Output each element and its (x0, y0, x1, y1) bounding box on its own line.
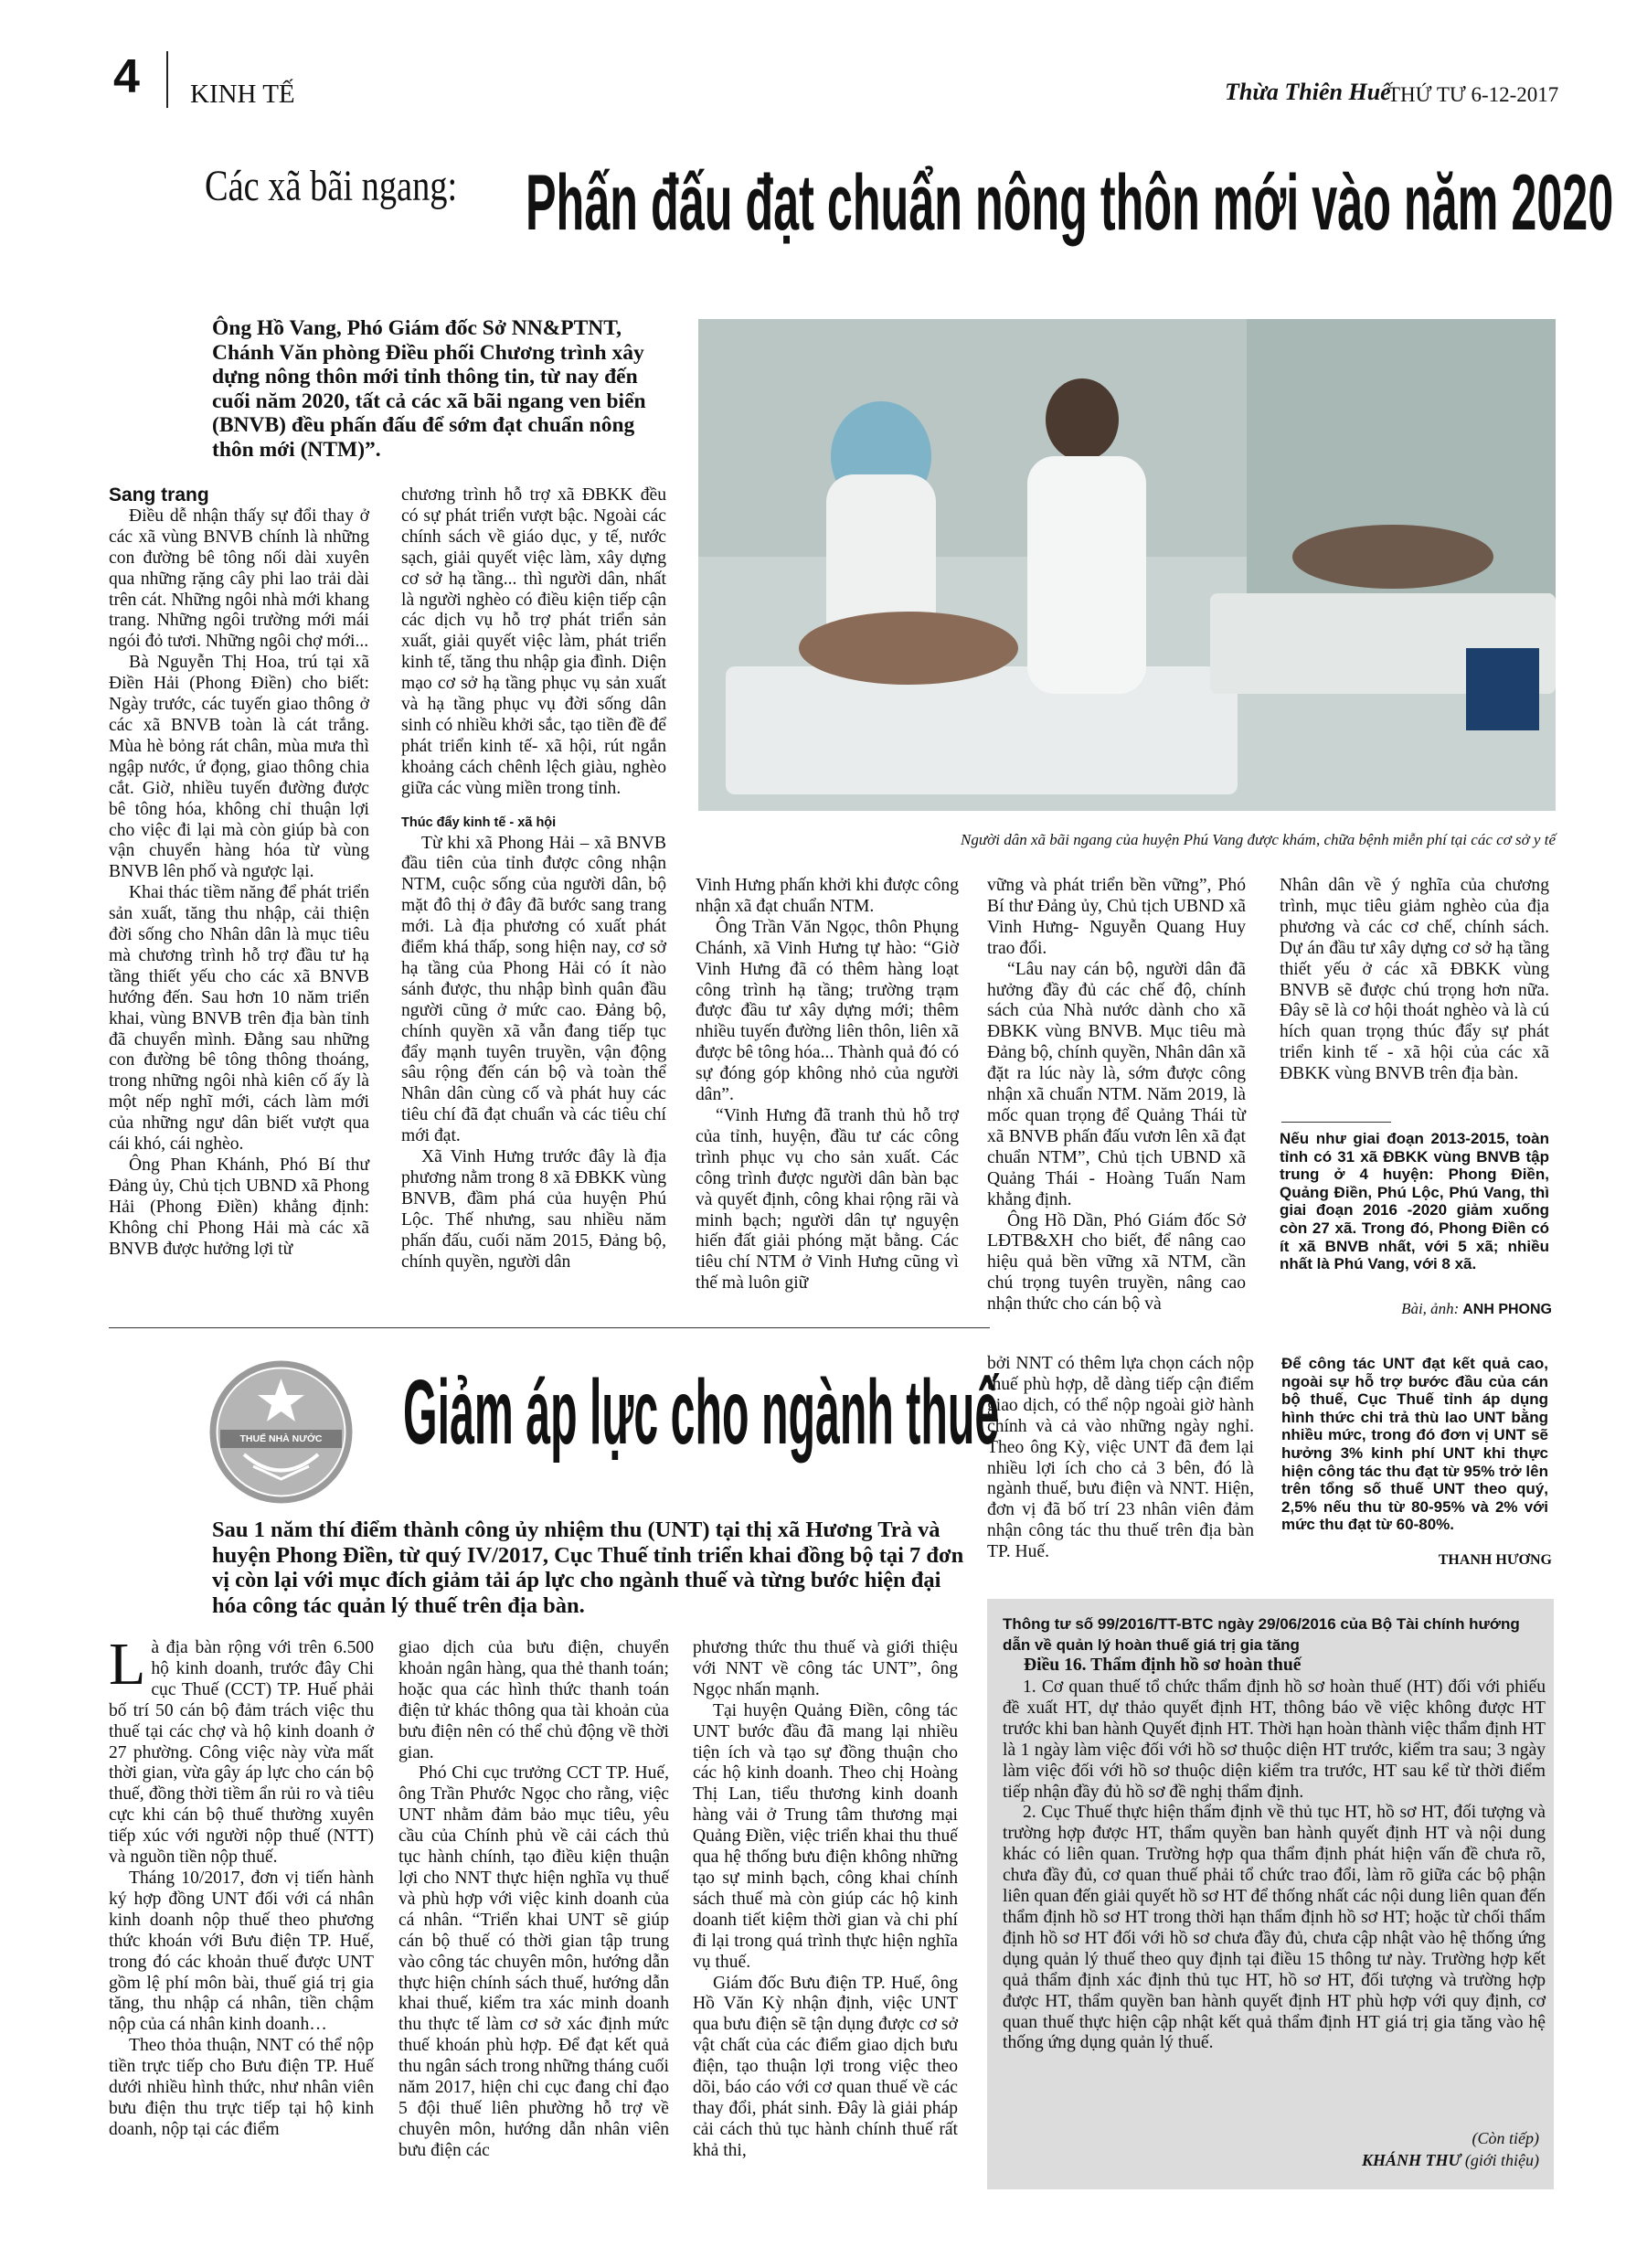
paragraph: 1. Cơ quan thuế tổ chức thẩm định hồ sơ hoàn thuế (HT) đối với phiếu đề xuất HT, dự thảo quyết định HT, thông báo về việc không được HT trước khi ban hành Quyết định HT. Thời hạn hoàn thành việc thẩm định HT là 1 ngày làm việc đối với hồ sơ thuộc diện HT trước, kiểm tra sau; 3 ngày làm việc đối với hồ sơ thuộc diện kiểm tra trước, HT sau kể từ thời điểm tiếp nhận đầy đủ hồ sơ đề nghị thẩm định. (1003, 1677, 1546, 1802)
article1-photo (698, 319, 1556, 811)
legal-box-author (1362, 2151, 1539, 2170)
section-label: KINH TẾ (190, 80, 295, 109)
paragraph: Nhân dân về ý nghĩa của chương trình, mục tiêu giảm nghèo của địa phương và các cơ chế, chính sách. Dự án đầu tư xây dựng cơ sở hạ tầng thiết yếu ở các xã ĐBKK vùng BNVB sẽ được chú trọng hơn nữa. Đây sẽ là cơ hội thoát nghèo và là cú hích quan trọng thúc đẩy sự phát triển kinh tế - xã hội của các xã ĐBKK vùng BNVB trên địa bàn. (1280, 876, 1549, 1084)
issue-date: THỨ TƯ 6-12-2017 (1387, 83, 1559, 106)
paragraph: “Vinh Hưng đã tranh thủ hỗ trợ của tỉnh, huyện, đầu tư các công trình phục vụ cho sản xuất. Các công trình được người dân bàn bạc và quyết định, công khai rộng rãi và minh bạch; người dân tự nguyện hiến đất giải phóng mặt bằng. Các tiêu chí NTM ở Vinh Hưng cũng vì thế mà luôn giữ (696, 1105, 959, 1294)
article1-column-5 (1280, 876, 1549, 1085)
paragraph: Tháng 10/2017, đơn vị tiến hành ký hợp đồng UNT đối với cá nhân kinh doanh nộp thuế theo phương thức khoán với Bưu điện TP. Huế, trong đó các khoản thuế được UNT gồm lệ phí môn bài, thuế giá trị gia tăng, thu nhập cá nhân, tiền chậm nộp của cá nhân kinh doanh… (109, 1868, 374, 2035)
paragraph: 2. Cục Thuế thực hiện thẩm định về thủ tục HT, hồ sơ HT, đối tượng và trường hợp được HT, thẩm quyền ban hành quyết định HT và nội dung khác có liên quan. Trường hợp qua thẩm định phát hiện vấn đề chưa rõ, chưa đầy đủ, cơ quan thuế phải tổ chức trao đổi, làm rõ giữa các bộ phận liên quan đến giải quyết hồ sơ HT để thống nhất các nội dung liên quan đến thẩm định hồ sơ HT trong thời hạn thẩm định hồ sơ HT; hoặc từ chối thẩm định hồ sơ HT đối với hồ sơ chưa đầy đủ, chưa cập nhật vào hệ thống ứng dụng quản lý thuế theo quy định tại điều 15 thông tư này. Trường hợp kết quả thẩm định xác định thủ tục HT, hồ sơ HT, đối tượng và trường hợp được HT, thẩm quyền ban hành quyết định HT phù hợp với quy định, cơ quan thuế thực hiện cập nhật kết quả thẩm định HT giá trị gia tăng vào hệ thống ứng dụng quản lý thuế. (1003, 1803, 1546, 2053)
legal-box-title: Thông tư số 99/2016/TT-BTC ngày 29/06/2016 của Bộ Tài chính hướng dẫn về quản lý hoàn thuế giá trị gia tăng (1003, 1615, 1520, 1654)
dropcap: L (109, 1631, 146, 1698)
author-role: (giới thiệu) (1464, 2151, 1539, 2169)
paragraph: chương trình hỗ trợ xã ĐBKK đều có sự phát triển vượt bậc. Ngoài các chính sách về giáo dục, y tế, nước sạch, giải quyết việc làm, xây dựng cơ sở hạ tầng... thì người dân, nhất là người nghèo có điều kiện tiếp cận các dịch vụ hỗ trợ phát triển sản xuất, giải quyết việc làm, phát triển kinh tế, tăng thu nhập gia đình. Diện mạo cơ sở hạ tầng phục vụ sản xuất và hạ tầng phục vụ đời sống dân sinh có nhiều khởi sắc, tạo tiền đề để phát triển kinh tế- xã hội, rút ngắn khoảng cách chênh lệch giàu, nghèo giữa các vùng miền trong tỉnh. (401, 485, 666, 798)
article2-column-1 (109, 1631, 374, 2141)
author-name: KHÁNH THƯ (1361, 2151, 1461, 2169)
legal-box-body (1003, 1677, 1546, 2054)
article1-subhead-1: Sang trang (109, 484, 209, 506)
article2-column-2 (398, 1638, 669, 2162)
article1-byline (1280, 1300, 1552, 1318)
article2-headline: Giảm áp lực cho ngành thuế (403, 1361, 1000, 1464)
page-number: 4 (113, 50, 140, 103)
newspaper-name: Thừa Thiên Huế (1225, 79, 1391, 105)
article1-photo-caption: Người dân xã bãi ngang của huyện Phú Vang được khám, chữa bệnh miễn phí tại các cơ sở y tế (961, 831, 1556, 848)
paragraph: Từ khi xã Phong Hải – xã BNVB đầu tiên của tỉnh được công nhận NTM, cuộc sống của người dân, bộ mặt đô thị ở đây đã bước sang trang mới. Là địa phương có xuất phát điểm khá thấp, song hiện nay, cơ sở hạ tầng của Phong Hải có ít nào sánh được, thu nhập bình quân đầu người cũng ở mức cao. Đảng bộ, chính quyền xã vẫn đang tiếp tục đẩy mạnh tuyên truyền, vận động sâu rộng đến cán bộ và toàn thể Nhân dân cùng cố và phát huy các tiêu chí đã đạt chuẩn và các tiêu chí mới đạt. (401, 833, 666, 1146)
paragraph: giao dịch của bưu điện, chuyển khoản ngân hàng, qua thẻ thanh toán; hoặc qua các hình thức thanh toán điện tử khác thông qua tài khoản của bưu điện nên có thể chủ động về thời gian. (398, 1638, 669, 1762)
article1-column-1 (109, 485, 369, 1261)
paragraph: Khai thác tiềm năng để phát triển sản xuất, tăng thu nhập, cải thiện đời sống cho Nhân dân là mục tiêu mà chương trình hỗ trợ đầu tư hạ tầng thiết yếu cho các xã BNVB hướng đến. Sau hơn 10 năm triển khai, vùng BNVB trên địa bàn tỉnh đã chuyển mình. Đằng sau những con đường bê tông thông thoáng, trong những ngôi nhà kiên cố ấy là một nếp nghĩ mới, cách làm mới của những ngư dân biết vượt qua cái khó, cái nghèo. (109, 883, 369, 1155)
article1-column-3 (696, 876, 959, 1294)
paragraph: Vinh Hưng phấn khởi khi được công nhận xã đạt chuẩn NTM. (696, 876, 959, 916)
article1-column-2 (401, 485, 666, 1273)
article2-column-3 (693, 1638, 958, 2162)
article2-byline: THANH HƯƠNG (1438, 1552, 1552, 1568)
sidebar-rule (1281, 1122, 1391, 1123)
article1-kicker: Các xã bãi ngang: (205, 162, 458, 210)
article2-sidebar-note: Để công tác UNT đạt kết quả cao, ngoài sự hỗ trợ bước đầu của cán bộ thuế, Cục Thuế tỉnh áp dụng hình thức chi trả thù lao UNT bằng nhiều mức, trong đó đơn vị UNT sẽ hưởng 3% kinh phí UNT khi thực hiện công tác thu đạt từ 95% trở lên trên tổng số thuế UNT theo quý, 2,5% nếu thu từ 80-95% và 2% với mức thu đạt từ 60-80%. (1281, 1355, 1548, 1534)
article1-column-4 (987, 876, 1246, 1315)
tax-logo-text: THUẾ NHÀ NƯỚC (239, 1433, 323, 1444)
paragraph: Giám đốc Bưu điện TP. Huế, ông Hồ Văn Kỳ nhận định, việc UNT qua bưu điện sẽ tận dụng được cơ sở vật chất của các điểm giao dịch bưu điện, tạo thuận lợi trong việc theo dõi, báo cáo với cơ quan thuế về các thay đổi, phát sinh. Đây là giải pháp cải cách thủ tục hành chính thuế rất khả thi, (693, 1973, 958, 2160)
paragraph: Tại huyện Quảng Điền, công tác UNT bước đầu đã mang lại nhiều tiện ích và tạo sự đồng thuận cho các hộ kinh doanh. Theo chị Hoàng Thị Lan, tiểu thương kinh doanh hàng vải ở Trung tâm thương mại Quảng Điền, việc triển khai thu thuế qua hệ thống bưu điện không những tạo sự minh bạch, công khai chính sách thuế mà còn giúp các hộ kinh doanh tiết kiệm thời gian và chi phí đi lại trong quá trình thực hiện nghĩa vụ thuế. (693, 1700, 958, 1972)
paragraph: Ông Trần Văn Ngọc, thôn Phụng Chánh, xã Vinh Hưng tự hào: “Giờ Vinh Hưng đã có thêm hàng loạt công trình hạ tầng; trường trạm được đầu tư xây dựng mới; thêm nhiều tuyến đường liên thôn, liên xã được bê tông hóa... Thành quả đó có sự đóng góp không nhỏ của người dân”. (696, 917, 959, 1105)
paragraph-text: à địa bàn rộng với trên 6.500 hộ kinh doanh, trước đây Chi cục Thuế (CCT) TP. Huế phải bố trí 50 cán bộ đảm trách việc thu thuế tại các chợ và hộ kinh doanh ở 27 phường. Công việc này vừa mất thời gian, vừa gây áp lực cho cán bộ thuế, đồng thời tiềm ẩn rủi ro và tiêu cực khi cán bộ thuế thường xuyên tiếp xúc với người nộp thuế (NTT) và nguồn tiền nộp thuế. (109, 1638, 374, 1868)
legal-box (987, 1599, 1554, 2189)
article2-lead: Sau 1 năm thí điểm thành công ủy nhiệm thu (UNT) tại thị xã Hương Trà và huyện Phong Điền, từ quý IV/2017, Cục Thuế tỉnh triển khai đồng bộ tại 7 đơn vị còn lại với mục đích giảm tải áp lực cho ngành thuế và từng bước hiện đại hóa công tác quản lý thuế trên địa bàn. (212, 1517, 964, 1618)
paragraph: Theo thỏa thuận, NNT có thể nộp tiền trực tiếp cho Bưu điện TP. Huế dưới nhiều hình thức, như nhân viên bưu điện thu trực tiếp tại hộ kinh doanh, nộp tại các điểm (109, 2036, 374, 2139)
byline-prefix: Bài, ảnh: (1401, 1300, 1460, 1317)
paragraph (109, 1631, 374, 1869)
paragraph: Ông Hồ Dần, Phó Giám đốc Sở LĐTB&XH cho biết, để nâng cao hiệu quả bền vững xã NTM, cần chú trọng tuyên truyền, nâng cao nhận thức cho cán bộ và (987, 1210, 1246, 1315)
paragraph: Xã Vinh Hưng trước đây là địa phương nằm trong 8 xã ĐBKK vùng BNVB, đầm phá của huyện Phú Lộc. Thế nhưng, sau nhiều năm phấn đấu, cuối năm 2015, Đảng bộ, chính quyền, người dân (401, 1147, 666, 1272)
paragraph: phương thức thu thuế và giới thiệu với NNT về công tác UNT”, ông Ngọc nhấn mạnh. (693, 1638, 958, 1699)
paragraph: Điều dễ nhận thấy sự đổi thay ở các xã vùng BNVB chính là những con đường bê tông nối dài xuyên qua những rặng cây phi lao trải dài trên cát. Những ngôi nhà mới khang trang. Những ngôi trường mới mái ngói đỏ tươi. Những ngôi chợ mới... (109, 506, 369, 652)
byline-name: ANH PHONG (1462, 1302, 1552, 1317)
article2-column-4 (987, 1354, 1254, 1563)
header-divider (166, 51, 168, 108)
legal-box-continued: (Còn tiếp) (1472, 2129, 1539, 2147)
hospital-photo-illustration (698, 319, 1556, 811)
tax-emblem-icon (207, 1358, 355, 1506)
tax-logo (207, 1358, 355, 1506)
paragraph: Ông Phan Khánh, Phó Bí thư Đảng ủy, Chủ tịch UBND xã Phong Hải (Phong Điền) khẳng định: Không chỉ Phong Hải mà các xã BNVB được hưởng lợi từ (109, 1155, 369, 1259)
article1-subhead-2: Thúc đẩy kinh tế - xã hội (401, 815, 557, 830)
legal-box-article: Điều 16. Thẩm định hồ sơ hoàn thuế (1024, 1656, 1302, 1675)
paragraph: vững và phát triển bền vững”, Phó Bí thư Đảng ủy, Chủ tịch UBND xã Vinh Hưng- Nguyễn Quang Huy trao đổi. (987, 876, 1246, 958)
article-separator (109, 1327, 990, 1328)
paragraph: Bà Nguyễn Thị Hoa, trú tại xã Điền Hải (Phong Điền) cho biết: Ngày trước, các tuyến giao thông ở các xã BNVB toàn là cát trắng. Mùa hè bỏng rát chân, mùa mưa thì ngập nước, ứ đọng, giao thông chia cắt. Giờ, nhiều tuyến đường được bê tông hóa, không chỉ thuận lợi cho việc đi lại mà còn giúp bà con vận chuyển hàng hóa từ vùng BNVB lên phố và ngược lại. (109, 653, 369, 882)
article1-lead: Ông Hồ Vang, Phó Giám đốc Sở NN&PTNT, Chánh Văn phòng Điều phối Chương trình xây dựng nông thôn mới tỉnh thông tin, từ nay đến cuối năm 2020, tất cả các xã bãi ngang ven biển (BNVB) đều phấn đấu để sớm đạt chuẩn nông thôn mới (NTM)”. (212, 316, 646, 462)
paragraph: bởi NNT có thêm lựa chọn cách nộp thuế phù hợp, dễ dàng tiếp cận điểm giao dịch, có thể nộp ngoài giờ hành chính và cả vào những ngày nghỉ. Theo ông Kỳ, việc UNT đã đem lại nhiều lợi ích cho cả 3 bên, đó là ngành thuế, bưu điện và NNT. Hiện, đơn vị đã bố trí 23 nhân viên đảm nhận công tác thu thuế trên địa bàn TP. Huế. (987, 1354, 1254, 1562)
article1-sidebar-note: Nếu như giai đoạn 2013-2015, toàn tỉnh có 31 xã ĐBKK vùng BNVB tập trung ở 4 huyện: Phong Điền, Quảng Điền, Phú Lộc, Phú Vang, thì giai đoạn 2016 -2020 giảm xuống còn 27 xã. Trong đó, Phong Điền có ít xã BNVB nhất, với 5 xã; nhiều nhất là Phú Vang, với 8 xã. (1280, 1130, 1549, 1273)
article1-headline: Phấn đấu đạt chuẩn nông thôn mới vào năm 2020 (526, 159, 1614, 247)
paragraph: “Lâu nay cán bộ, người dân đã hưởng đầy đủ các chế độ, chính sách của Nhà nước dành cho xã ĐBKK vùng BNVB. Mục tiêu mà Đảng bộ, chính quyền, Nhân dân xã đặt ra lúc này là, sớm được công nhận xã chuẩn NTM. Năm 2019, là mốc quan trọng để Quảng Thái từ xã BNVB phấn đấu vươn lên xã đạt chuẩn NTM”, Chủ tịch UBND xã Quảng Thái - Hoàng Tuấn Nam khẳng định. (987, 959, 1246, 1209)
paragraph: Phó Chi cục trưởng CCT TP. Huế, ông Trần Phước Ngọc cho rằng, việc UNT nhằm đảm bảo mục tiêu, yêu cầu của Chính phủ về cải cách thủ tục hành chính, tạo điều kiện thuận lợi cho NNT thực hiện nghĩa vụ thuế và phù hợp với việc kinh doanh của cá nhân. “Triển khai UNT sẽ giúp cán bộ thuế có thời gian tập trung vào công tác chuyên môn, hướng dẫn thực hiện chính sách thuế, hướng dẫn khai thuế, kiểm tra xác minh doanh thu thực tế làm cơ sở xác định mức thuế khoán phù hợp. Để đạt kết quả thu ngân sách trong những tháng cuối năm 2017, hiện chi cục đang chỉ đạo 5 đội thuế liên phường hỗ trợ về chuyên môn, hướng dẫn nhân viên bưu điện các (398, 1763, 669, 2160)
